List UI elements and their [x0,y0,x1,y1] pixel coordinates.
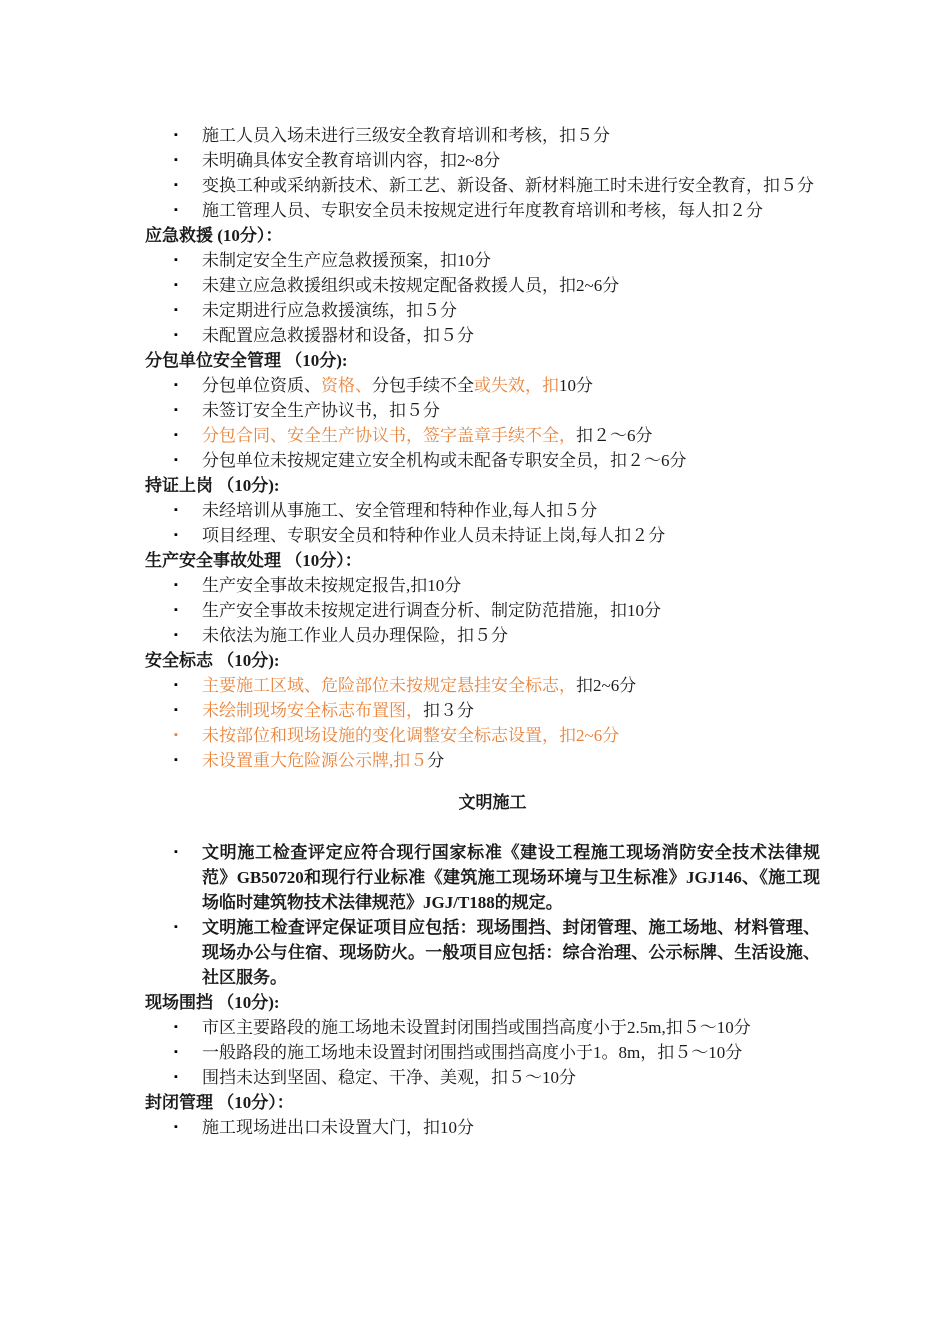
bullet-icon: ▪ [174,754,178,766]
bullet-icon: ▪ [174,846,178,858]
bullet-icon: ▪ [174,304,178,316]
list-item: ▪ 施工管理人员、专职安全员未按规定进行年度教育培训和考核，每人扣２分 [145,198,820,223]
emergency-rescue-list [145,248,820,348]
bullet-icon: ▪ [174,729,178,741]
list-item: ▪ 施工现场进出口未设置大门，扣10分 [145,1115,820,1140]
list-item: ▪ 未定期进行应急救援演练，扣５分 [145,298,820,323]
list-item: ▪ 围挡未达到坚固、稳定、干净、美观，扣５～10分 [145,1065,820,1090]
list-item: ▪ 施工人员入场未进行三级安全教育培训和考核，扣５分 [145,123,820,148]
list-item: ▪ 变换工种或采纳新技术、新工艺、新设备、新材料施工时未进行安全教育，扣５分 [145,173,820,198]
list-item: ▪ 市区主要路段的施工场地未设置封闭围挡或围挡高度小于2.5m,扣５～10分 [145,1015,820,1040]
document-body [145,123,820,1140]
bullet-icon: ▪ [174,379,178,391]
bullet-icon: ▪ [174,254,178,266]
list-item: ▪ 未绘制现场安全标志布置图，扣３分 [145,698,820,723]
list-item: ▪ 生产安全事故未按规定报告,扣10分 [145,573,820,598]
list-item: ▪ 未签订安全生产协议书，扣５分 [145,398,820,423]
site-enclosure-list [145,1015,820,1090]
bullet-icon: ▪ [174,454,178,466]
certified-posts-list [145,498,820,548]
list-item: ▪ 未制定安全生产应急救援预案，扣10分 [145,248,820,273]
list-item: ▪ 文明施工检查评定应符合现行国家标准《建设工程施工现场消防安全技术法律规范》GB50720和现行行业标准《建筑施工现场环境与卫生标准》JGJ146、《施工现场临时建筑物技术法律规范》JGJ/T188的规定。 [145,840,820,915]
section-heading-certified-posts: 持证上岗 （10分): [145,476,280,495]
bullet-icon: ▪ [174,154,178,166]
safety-signs-list [145,673,820,773]
list-item: ▪ 分包单位未按规定建立安全机构或未配备专职安全员，扣２～6分 [145,448,820,473]
bullet-icon: ▪ [174,179,178,191]
list-item: ▪ 未建立应急救援组织或未按规定配备救援人员，扣2~6分 [145,273,820,298]
civilized-intro-list [145,840,820,990]
list-item: ▪ 未配置应急救援器材和设备，扣５分 [145,323,820,348]
list-item: ▪ 未设置重大危险源公示牌,扣５分 [145,748,820,773]
bullet-icon: ▪ [174,129,178,141]
civilized-construction-title: 文明施工 [458,793,527,812]
bullet-icon: ▪ [174,404,178,416]
closed-management-list [145,1115,820,1140]
bullet-icon: ▪ [174,329,178,341]
bullet-icon: ▪ [174,1021,178,1033]
list-item: ▪ 一般路段的施工场地未设置封闭围挡或围挡高度小于1。8m，扣５～10分 [145,1040,820,1065]
bullet-icon: ▪ [174,204,178,216]
list-item: ▪ 分包单位资质、资格、分包手续不全或失效，扣10分 [145,373,820,398]
bullet-icon: ▪ [174,1071,178,1083]
subcontractor-safety-list [145,373,820,473]
section-heading-closed-management: 封闭管理 （10分）： [145,1093,294,1112]
list-item: ▪ 未依法为施工作业人员办理保险，扣５分 [145,623,820,648]
bullet-icon: ▪ [174,704,178,716]
bullet-icon: ▪ [174,579,178,591]
section-heading-site-enclosure: 现场围挡 （10分): [145,993,280,1012]
accident-handling-list [145,573,820,648]
section-heading-subcontractor-safety: 分包单位安全管理 （10分): [145,351,348,370]
bullet-icon: ▪ [174,604,178,616]
list-item: ▪ 未按部位和现场设施的变化调整安全标志设置，扣2~6分 [145,723,820,748]
section-heading-accident-handling: 生产安全事故处理 （10分）： [145,551,362,570]
section-heading-emergency-rescue: 应急救援 (10分）： [145,226,283,245]
bullet-icon: ▪ [174,279,178,291]
list-item: ▪ 未明确具体安全教育培训内容，扣2~8分 [145,148,820,173]
bullet-icon: ▪ [174,1121,178,1133]
section-heading-safety-signs: 安全标志 （10分): [145,651,280,670]
bullet-icon: ▪ [174,921,178,933]
bullet-icon: ▪ [174,1046,178,1058]
bullet-icon: ▪ [174,429,178,441]
list-item: ▪ 未经培训从事施工、安全管理和特种作业,每人扣５分 [145,498,820,523]
list-item: ▪ 分包合同、安全生产协议书，签字盖章手续不全，扣２～6分 [145,423,820,448]
bullet-icon: ▪ [174,629,178,641]
list-item: ▪ 生产安全事故未按规定进行调查分析、制定防范措施，扣10分 [145,598,820,623]
education-training-list [145,123,820,223]
list-item: ▪ 文明施工检查评定保证项目应包括：现场围挡、封闭管理、施工场地、材料管理、现场办公与住宿、现场防火。一般项目应包括：综合治理、公示标牌、生活设施、社区服务。 [145,915,820,990]
bullet-icon: ▪ [174,504,178,516]
list-item: ▪ 主要施工区域、危险部位未按规定悬挂安全标志，扣2~6分 [145,673,820,698]
bullet-icon: ▪ [174,679,178,691]
list-item: ▪ 项目经理、专职安全员和特种作业人员未持证上岗,每人扣２分 [145,523,820,548]
bullet-icon: ▪ [174,529,178,541]
